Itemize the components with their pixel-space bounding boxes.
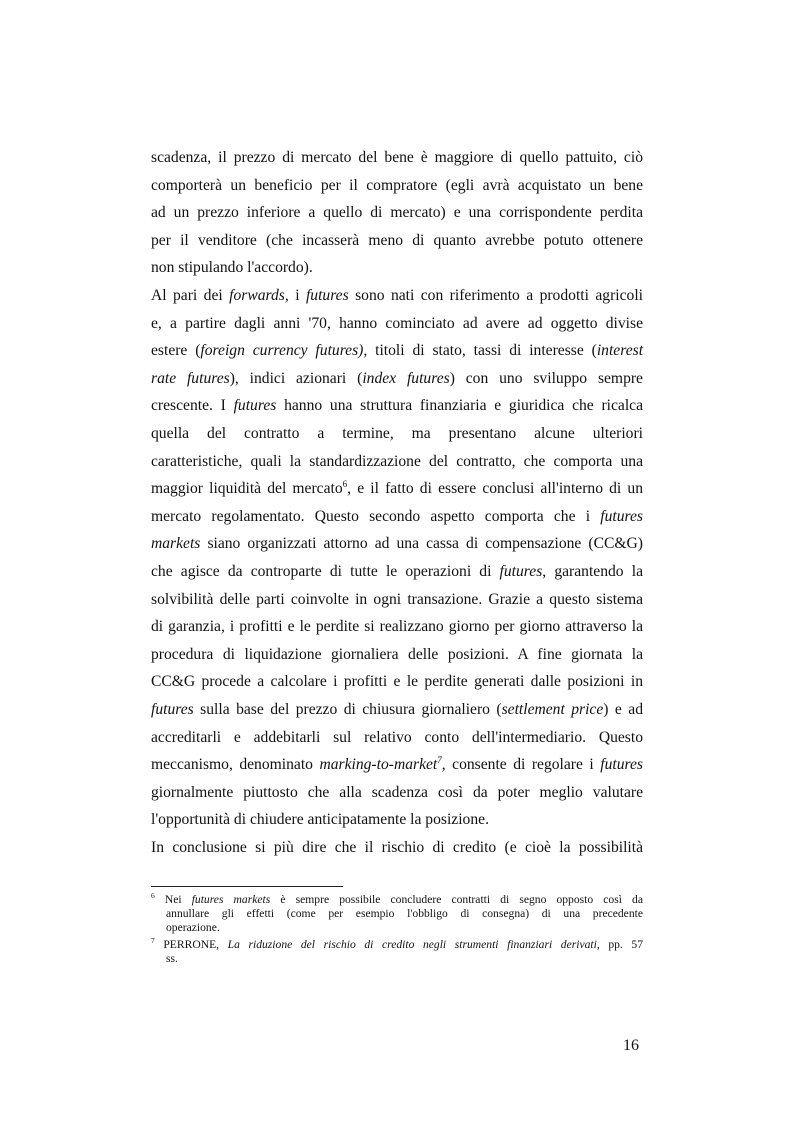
text-run: è sempre possibile concludere contratti di segno opposto così da	[270, 893, 643, 906]
body-line	[151, 176, 643, 196]
italic-term: futures markets	[191, 893, 271, 906]
body-line	[151, 258, 643, 278]
footnote-line	[151, 938, 643, 952]
text-run: titoli di stato, tassi di interesse (	[367, 342, 597, 360]
text-run: ) e ad	[603, 701, 643, 718]
text-run: non stipulando l'accordo).	[151, 259, 313, 277]
text-run: l'opportunità di chiudere anticipatamente la posizione.	[151, 811, 489, 829]
italic-term: futures	[233, 397, 277, 415]
body-line	[151, 783, 643, 803]
text-run: , e il fatto di essere conclusi all'interno di un	[347, 480, 644, 498]
text-run: hanno una struttura finanziaria e giuridica che ricalca	[276, 397, 644, 415]
body-line	[151, 728, 643, 748]
text-run: accreditarli e addebitarli sul relativo conto dell'intermediario. Questo	[151, 728, 643, 746]
text-run: comporterà un beneficio per il compratore (egli avrà acquistato un bene	[151, 176, 643, 194]
body-line	[151, 396, 643, 416]
italic-term: futures	[151, 701, 194, 718]
footnote-line	[166, 952, 643, 966]
italic-term: La riduzione del rischio di credito negli strumenti finanziari derivati	[227, 938, 597, 951]
text-run: di garanzia, i profitti e le perdite si realizzano giorno per giorno attraverso la	[151, 618, 643, 636]
text-run: scadenza, il prezzo di mercato del bene è maggiore di quello pattuito, ciò	[151, 149, 643, 166]
text-run: che agisce da controparte di tutte le operazioni di	[151, 563, 500, 580]
footnote-reference: 7	[151, 936, 155, 945]
text-run: , garantendo la	[542, 563, 643, 580]
text-run: giornalmente piuttosto che alla scadenza così da poter meglio valutare	[151, 783, 643, 801]
body-line	[151, 424, 643, 444]
italic-term: futures	[305, 287, 349, 304]
footnote-separator	[151, 886, 343, 887]
text-run: procedura di liquidazione giornaliera delle posizioni. A fine giornata la	[151, 645, 643, 663]
footnote-line	[166, 907, 643, 921]
footnote-line	[166, 921, 643, 935]
italic-term: foreign currency futures),	[200, 342, 368, 360]
page-number: 16	[623, 1037, 639, 1054]
text-run: Nei	[154, 893, 192, 906]
body-line	[151, 479, 643, 499]
italic-term: ,	[441, 756, 446, 774]
italic-term: index futures	[362, 369, 450, 387]
text-run: sono nati con riferimento a prodotti agricoli	[348, 287, 643, 304]
text-run: estere (	[151, 342, 201, 360]
body-line	[151, 369, 643, 389]
italic-term: forwards,	[229, 287, 289, 304]
body-line	[151, 672, 643, 692]
text-run: PERRONE,	[154, 938, 228, 951]
text-run: quella del contratto a termine, ma presentano alcune ulteriori	[151, 425, 643, 442]
body-line	[151, 534, 643, 554]
text-run: i	[288, 287, 306, 304]
text-run: siano organizzati attorno ad una cassa di compensazione (CC&G)	[200, 535, 643, 553]
text-run: per il venditore (che incasserà meno di quanto avrebbe potuto ottenere	[151, 231, 643, 249]
text-run: operazione.	[166, 921, 220, 934]
footnote-reference: 6	[342, 479, 348, 490]
text-run: Al pari dei	[151, 287, 230, 304]
italic-term: futures	[499, 563, 543, 580]
text-run: , pp. 57	[596, 938, 643, 951]
text-run: mercato regolamentato. Questo secondo aspetto comporta che i	[151, 507, 601, 525]
body-line	[151, 507, 643, 527]
text-run: caratteristiche, quali la standardizzazione del contratto, che comporta una	[151, 452, 643, 470]
text-run: annullare gli effetti (come per esempio l'obbligo di consegna) di una precedente	[166, 907, 643, 920]
body-line	[151, 700, 643, 720]
text-run: CC&G procede a calcolare i profitti e le perdite generati dalle posizioni in	[151, 673, 643, 691]
text-run: solvibilità delle parti coinvolte in ogni transazione. Grazie a questo sistema	[151, 590, 643, 608]
body-line	[151, 286, 643, 306]
body-line	[151, 590, 643, 610]
body-line	[151, 452, 643, 472]
body-line	[151, 562, 643, 582]
body-line	[151, 617, 643, 637]
body-line	[151, 314, 643, 334]
italic-term: rate futures	[151, 369, 230, 387]
text-run: ), indici azionari (	[229, 369, 363, 387]
text-run: ) con uno sviluppo sempre	[449, 369, 643, 387]
text-run: ss.	[166, 952, 178, 965]
body-line	[151, 810, 643, 830]
footnote-reference: 6	[151, 891, 155, 900]
text-run: maggior liquidità del mercato	[151, 480, 343, 498]
footnote-reference: 7	[437, 755, 442, 766]
text-run: crescente. I	[151, 397, 234, 415]
italic-term: interest	[596, 342, 644, 360]
italic-term: futures	[600, 756, 643, 774]
body-line	[151, 203, 643, 223]
text-run: ad un prezzo inferiore a quello di mercato) e una corrispondente perdita	[151, 204, 643, 222]
italic-term: settlement price	[501, 701, 604, 718]
body-line	[151, 838, 643, 858]
body-line	[151, 341, 643, 361]
italic-term: markets	[151, 535, 201, 553]
footnote-line	[151, 893, 643, 907]
text-run: sulla base del prezzo di chiusura giornaliero (	[193, 701, 502, 718]
body-line	[151, 148, 643, 168]
italic-term: marking-to-market	[319, 756, 438, 774]
body-line	[151, 231, 643, 251]
text-run: In conclusione si più dire che il rischio di credito (e cioè la possibilità	[151, 839, 643, 856]
text-run: e, a partire dagli anni '70, hanno cominciato ad avere ad oggetto divise	[151, 314, 643, 332]
body-line	[151, 755, 643, 775]
body-line	[151, 645, 643, 665]
text-run: consente di regolare i	[445, 756, 601, 774]
italic-term: futures	[600, 507, 643, 525]
text-run: meccanismo, denominato	[151, 756, 320, 774]
